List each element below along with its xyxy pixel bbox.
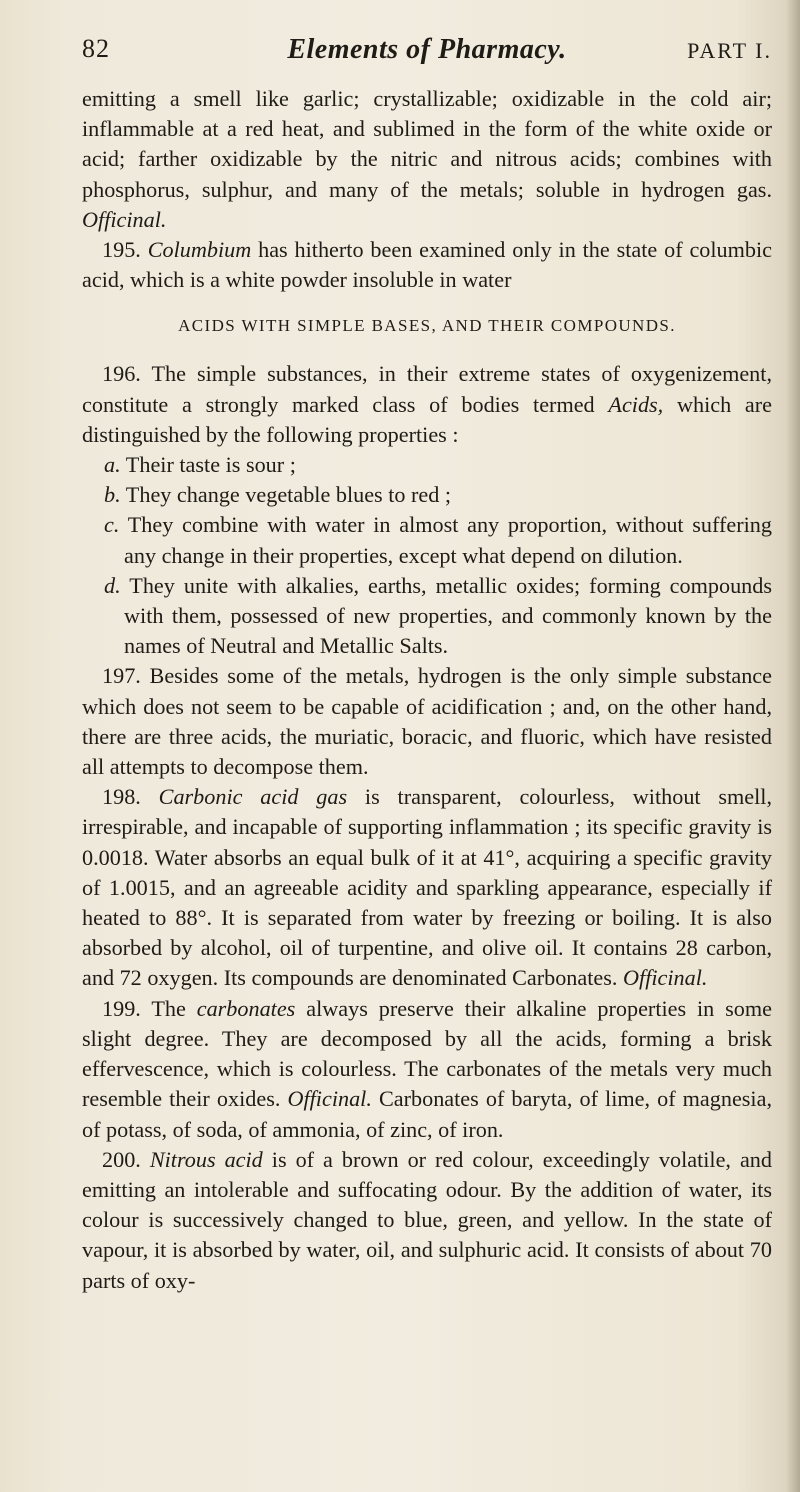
paragraph-197: 197. Besides some of the metals, hydrogen is the only simple substance which does not seem to be capable of acidification ; and, on the other hand, there are three acids, the muriatic, boracic, and fluoric, which have resisted all attempts to decompose them. — [82, 663, 772, 780]
paragraph-number: 200. — [102, 1146, 141, 1172]
officinal-label: Officinal. — [623, 965, 708, 991]
properties-list — [82, 450, 772, 661]
officinal-label: Officinal. — [287, 1086, 372, 1112]
paragraph-intro: emitting a smell like garlic; crystallizable; oxidizable in the cold air; inflammable at a red heat, and sublimed in the form of the white oxide or acid; farther oxidizable by the nitric and nitrous acids; combines with phosphorus, sulphur, and many of the metals; soluble in hydrogen gas. Officinal. — [82, 86, 772, 232]
paragraph-200: 200. Nitrous acid is of a brown or red colour, exceedingly volatile, and emitting an intolerable and suffocating odour. By the addition of water, its colour is successively changed to blue, green, and yellow. In the state of vapour, it is absorbed by water, oil, and sulphuric acid. It consists of about 70 parts of oxy- — [82, 1146, 772, 1293]
paragraph-number: 197. — [102, 663, 141, 689]
paragraph-195: 195. Columbium has hitherto been examined only in the state of columbic acid, which is a white powder insoluble in water — [82, 237, 773, 293]
paragraph-number: 196. — [102, 361, 141, 387]
list-item: d. They unite with alkalies, earths, metallic oxides; forming compounds with them, possessed of new properties, and commonly known by the names of Neutral and Metallic Salts. — [104, 572, 772, 659]
page-number: 82 — [82, 34, 110, 63]
part-label: PART I. — [687, 38, 772, 63]
section-heading: ACIDS WITH SIMPLE BASES, AND THEIR COMPOUNDS. — [178, 316, 676, 336]
page-body — [82, 84, 772, 1296]
list-item: c. They combine with water in almost any proportion, without suffering any change in their properties, except what depend on dilution. — [104, 512, 772, 568]
running-header — [82, 34, 772, 78]
paragraph-198: 198. Carbonic acid gas is transparent, colourless, without smell, irrespirable, and incapable of supporting inflammation ; its specific gravity is 0.0018. Water absorbs an equal bulk of it at 41°, acquiring a specific gravity of 1.0015, and an agreeable acidity and sparkling appearance, especially if heated to 88°. It is separated from water by freezing or boiling. It is also absorbed by alcohol, oil of turpentine, and olive oil. It contains 28 carbon, and 72 oxygen. Its compounds are denominated Carbonates. Officinal. — [82, 784, 772, 991]
paragraph-199: 199. The carbonates always preserve their alkaline properties in some slight degree. They are decomposed by all the acids, forming a brisk effervescence, which is colourless. The carbonates of the metals very much resemble their oxides. Officinal. Carbonates of baryta, of lime, of magnesia, of potass, of soda, of ammonia, of zinc, of iron. — [82, 995, 772, 1142]
officinal-label: Officinal. — [82, 206, 167, 232]
paragraph-number: 198. — [102, 784, 141, 810]
paragraph-number: 195. — [102, 237, 141, 263]
page-edge-shadow — [786, 0, 800, 1492]
paragraph-number: 199. — [102, 995, 141, 1021]
list-item: b. They change vegetable blues to red ; — [104, 482, 452, 508]
paragraph-196: 196. The simple substances, in their extreme states of oxygenizement, constitute a strongly marked class of bodies termed Acids, which are distinguished by the following properties : — [82, 361, 773, 447]
term-carbonates: carbonates — [196, 995, 296, 1021]
running-title: Elements of Pharmacy. — [287, 34, 567, 65]
term-nitrous-acid: Nitrous acid — [149, 1146, 263, 1172]
term-carbonic-acid-gas: Carbonic acid gas — [158, 784, 348, 810]
term-columbium: Columbium — [147, 237, 252, 263]
term-acids: Acids, — [608, 391, 664, 417]
list-item: a. Their taste is sour ; — [104, 452, 296, 478]
